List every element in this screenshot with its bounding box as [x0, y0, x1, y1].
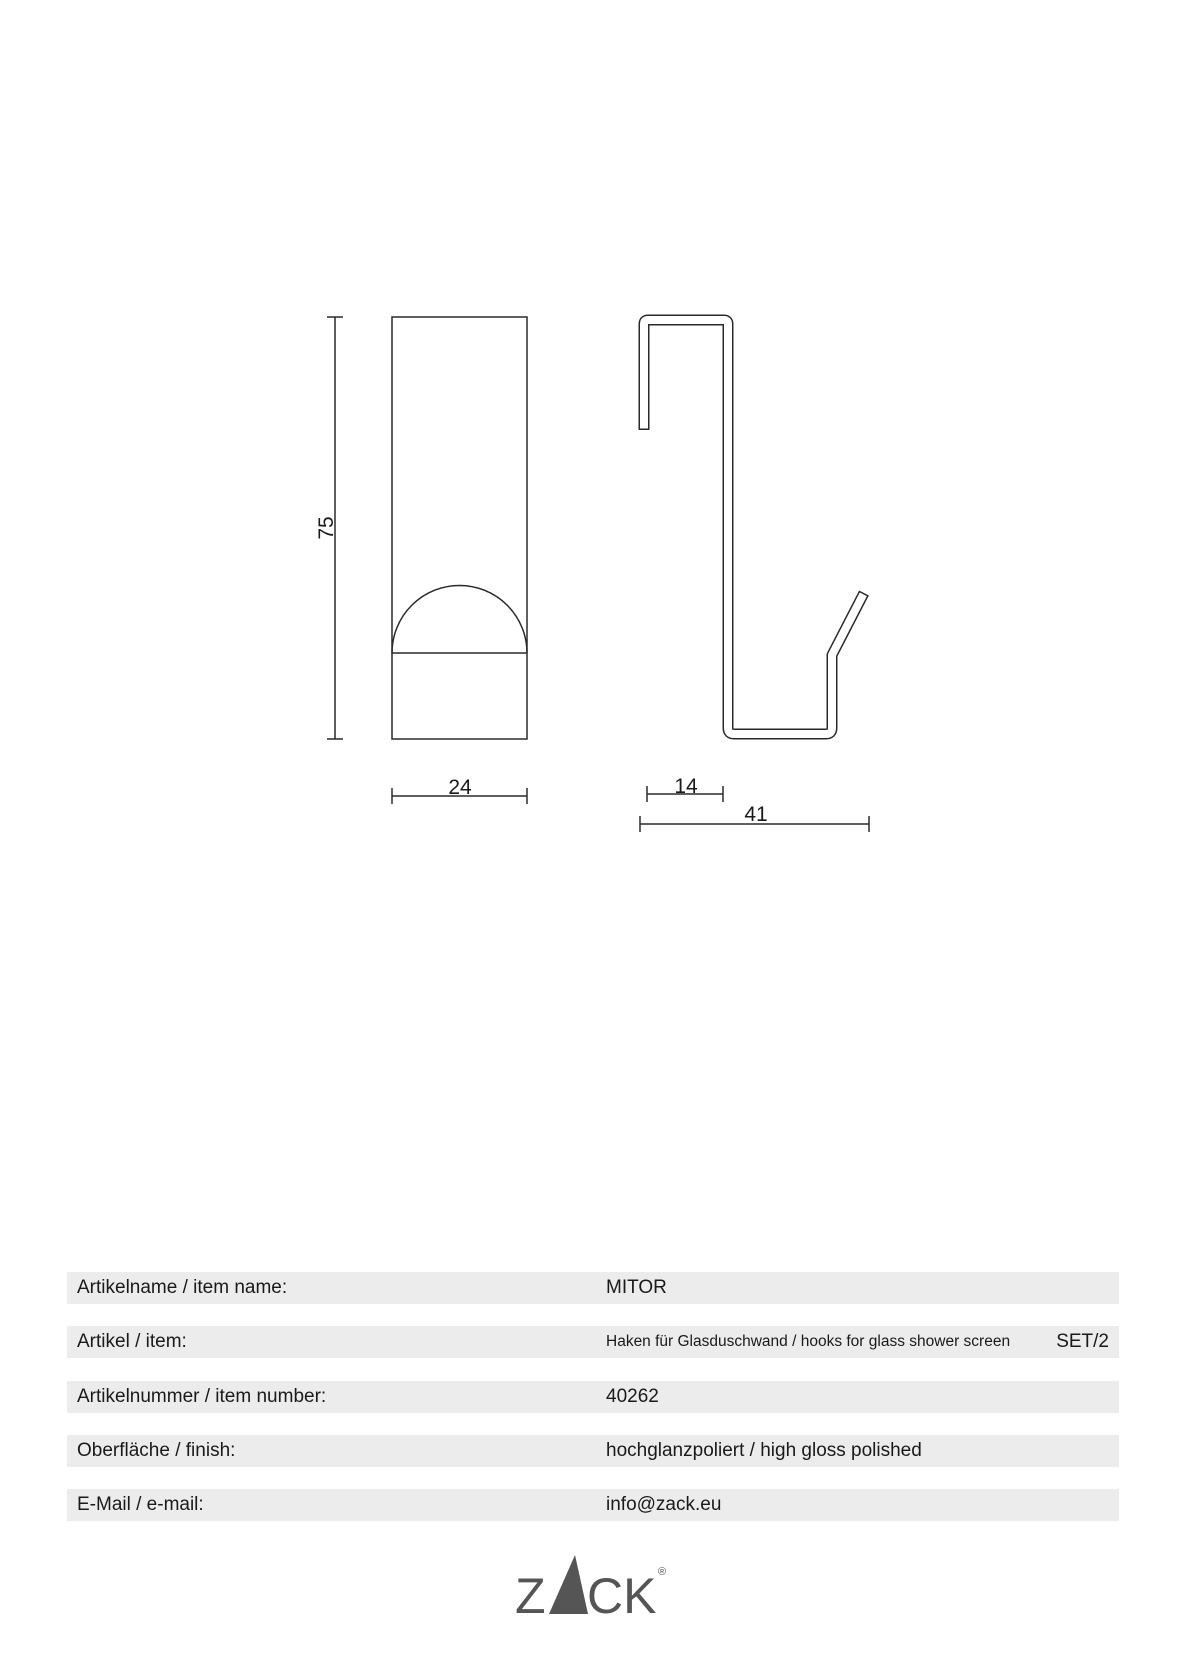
hook-inner-dimension-label: 14 [674, 775, 698, 798]
logo-registered-mark: ® [658, 1566, 667, 1578]
logo-letter-z: Z [515, 1568, 546, 1623]
spec-label: Artikelnummer / item number: [77, 1386, 327, 1407]
front-view [392, 317, 527, 739]
spec-label: Oberfläche / finish: [77, 1440, 236, 1461]
hook-inner-fill [644, 320, 863, 734]
spec-row-item-name [67, 1272, 1119, 1304]
logo-letters-ck: CK [587, 1568, 657, 1623]
logo-triangle-icon [549, 1555, 588, 1614]
spec-row-finish [67, 1435, 1119, 1467]
side-view-hook [644, 320, 864, 734]
spec-label: Artikelname / item name: [77, 1277, 288, 1298]
front-view-arc [392, 586, 527, 654]
spec-label: E-Mail / e-mail: [77, 1494, 204, 1515]
front-view-outline [392, 317, 527, 739]
spec-value: info@zack.eu [606, 1494, 722, 1515]
spec-value: 40262 [606, 1386, 659, 1407]
spec-set-count: SET/2 [1056, 1331, 1109, 1352]
spec-row-item-number [67, 1381, 1119, 1413]
height-dimension-label: 75 [315, 516, 338, 540]
zack-logo [515, 1553, 675, 1623]
spec-row-item [67, 1326, 1119, 1358]
spec-label: Artikel / item: [77, 1331, 187, 1352]
hook-total-dimension-label: 41 [744, 803, 768, 826]
front-width-dimension-label: 24 [448, 776, 472, 799]
spec-value: MITOR [606, 1277, 667, 1298]
spec-value: hochglanzpoliert / high gloss polished [606, 1440, 922, 1461]
spec-value: Haken für Glasduschwand / hooks for glass shower screen [606, 1333, 1011, 1350]
spec-row-email [67, 1489, 1119, 1521]
